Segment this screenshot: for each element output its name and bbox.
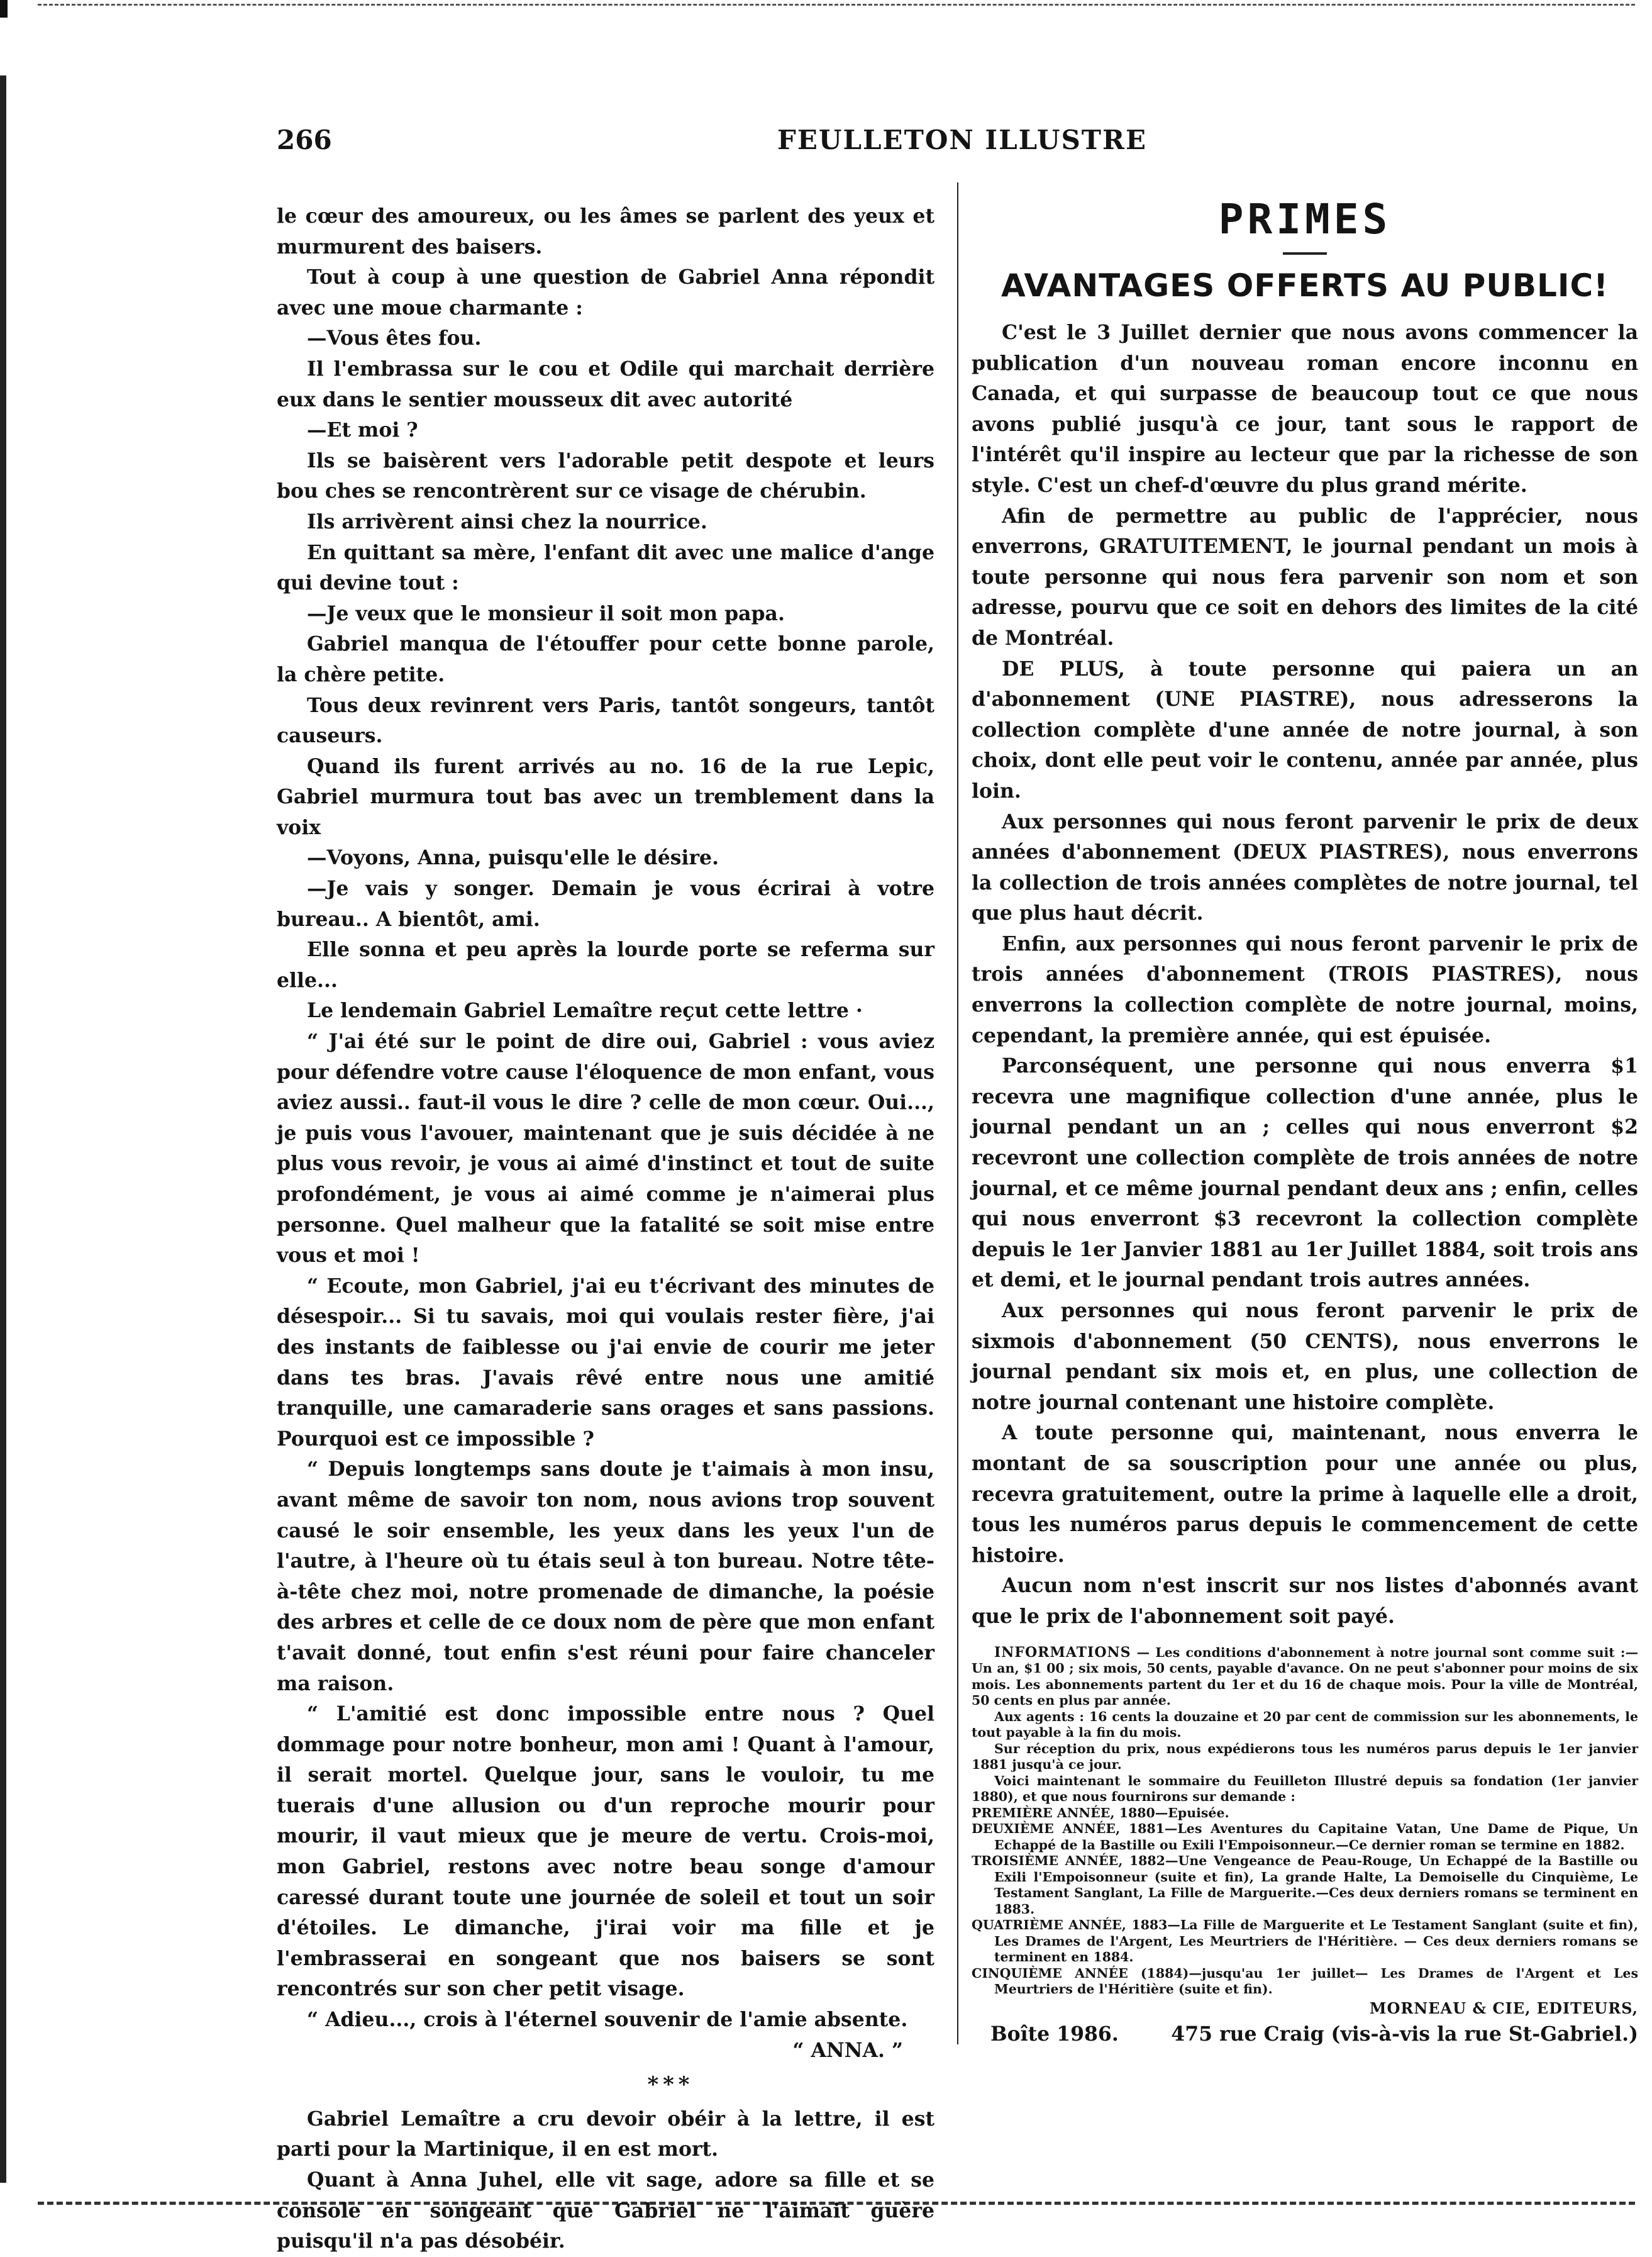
story-paragraph: Tout à coup à une question de Gabriel Anna répondit avec une moue charmante : bbox=[277, 265, 934, 320]
story-paragraph: Tous deux revinrent vers Paris, tantôt songeurs, tantôt causeurs. bbox=[277, 693, 934, 748]
title-rule bbox=[1283, 252, 1327, 255]
informations-text: Sur réception du prix, nous expédierons tous les numéros parus depuis le 1er janvier 1881 jusqu'à ce jour. bbox=[972, 1741, 1638, 1773]
story-paragraph: le cœur des amoureux, ou les âmes se parlent des yeux et murmurent des baisers. bbox=[277, 204, 934, 259]
publisher-address-row bbox=[972, 2022, 1638, 2046]
informations-text: Voici maintenant le sommaire du Feuilleton Illustré depuis sa fondation (1er janvier 1880), et que nous fournirons sur demande : bbox=[972, 1773, 1638, 1805]
letter-signature: “ ANNA. ” bbox=[792, 2038, 903, 2062]
right-column-primes bbox=[972, 189, 1638, 2046]
story-paragraph: —Je vais y songer. Demain je vous écrirai à votre bureau.. A bientôt, ami. bbox=[277, 877, 934, 931]
publisher-name: MORNEAU & CIE, EDITEURS, bbox=[1369, 1998, 1638, 2017]
story-paragraph: Le lendemain Gabriel Lemaître reçut cette lettre · bbox=[307, 999, 863, 1023]
story-paragraph: —Vous êtes fou. bbox=[307, 326, 482, 350]
story-paragraph: —Et moi ? bbox=[307, 418, 418, 442]
primes-body bbox=[972, 318, 1638, 1632]
story-paragraph: —Voyons, Anna, puisqu'elle le désire. bbox=[307, 846, 719, 870]
year-entry: CINQUIÈME ANNÉE (1884)—jusqu'au 1er juillet— Les Drames de l'Argent et Les Meurtriers de l'Héritière (suite et fin). bbox=[972, 1965, 1638, 1997]
primes-paragraph: DE PLUS, à toute personne qui paiera un an d'abonnement (UNE PIASTRE), nous adresserons la collection complète d'une année de notre journal, à son choix, dont elle peut voir le contenu, année par année, plus loin. bbox=[972, 657, 1638, 803]
story-paragraph: Elle sonna et peu après la lourde porte se referma sur elle... bbox=[277, 938, 934, 992]
primes-paragraph: Aux personnes qui nous feront parvenir le prix de deux années d'abonnement (DEUX PIASTRES), nous enverrons la collection de trois années complètes de notre journal, tel que plus haut décrit. bbox=[972, 810, 1638, 925]
scan-edge-mark bbox=[0, 0, 8, 18]
primes-paragraph: Aux personnes qui nous feront parvenir le prix de sixmois d'abonnement (50 CENTS), nous enverrons le journal pendant six mois et, en plus, une collection de notre journal contenant une histoire complète. bbox=[972, 1299, 1638, 1414]
primes-paragraph: C'est le 3 Juillet dernier que nous avons commencer la publication d'un nouveau roman encore inconnu en Canada, et qui surpasse de beaucoup tout ce que nous avons publié jusqu'à ce jour, tant sous le rapport de l'intérêt qu'il inspire au lecteur que par la richesse de son style. C'est un chef-d'œuvre du plus grand mérite. bbox=[972, 321, 1638, 497]
letter-paragraph: “ Adieu..., crois à l'éternel souvenir de l'amie absente. bbox=[307, 2008, 908, 2032]
po-box: Boîte 1986. bbox=[990, 2022, 1119, 2046]
primes-paragraph: A toute personne qui, maintenant, nous enverra le montant de sa souscription pour une année ou plus, recevra gratuitement, outre la prime à laquelle elle a droit, tous les numéros parus depuis le commencement de cette histoire. bbox=[972, 1421, 1638, 1567]
left-column-story bbox=[277, 201, 934, 2257]
story-paragraph: —Je veux que le monsieur il soit mon papa. bbox=[307, 601, 785, 625]
story-paragraph: Gabriel manqua de l'étouffer pour cette bonne parole, la chère petite. bbox=[277, 632, 934, 686]
page-number: 266 bbox=[277, 125, 332, 155]
scan-left-edge bbox=[0, 75, 6, 2183]
story-paragraph: Quand ils furent arrivés au no. 16 de la rue Lepic, Gabriel murmura tout bas avec un tremblement dans la voix bbox=[277, 754, 934, 839]
primes-subtitle: AVANTAGES OFFERTS AU PUBLIC! bbox=[1001, 267, 1609, 304]
letter-paragraph: “ J'ai été sur le point de dire oui, Gabriel : vous aviez pour défendre votre cause l'éloquence de mon enfant, vous aviez aussi.. faut-il vous le dire ? celle de mon cœur. Oui..., je puis vous l'avouer, maintenant que je suis décidée à ne plus vous revoir, je vous ai aimé d'instinct et tout de suite profondément, je vous ai aimé comme je n'aimerai plus personne. Quel malheur que la fatalité se soit mise entre vous et moi ! bbox=[277, 1030, 934, 1268]
story-paragraph: Il l'embrassa sur le cou et Odile qui marchait derrière eux dans le sentier mousseux dit avec autorité bbox=[277, 357, 934, 411]
story-paragraph: Gabriel Lemaître a cru devoir obéir à la lettre, il est parti pour la Martinique, il en est mort. bbox=[277, 2107, 934, 2161]
primes-paragraph: Enfin, aux personnes qui nous feront parvenir le prix de trois années d'abonnement (TROIS PIASTRES), nous enverrons la collection complète de notre journal, moins, cependant, la première année, qui est épuisée. bbox=[972, 932, 1638, 1047]
page-header bbox=[277, 125, 1648, 162]
year-entry: DEUXIÈME ANNÉE, 1881—Les Aventures du Capitaine Vatan, Une Dame de Pique, Un Echappé de la Bastille ou Exili l'Empoisonneur.—Ce dernier roman se termine en 1882. bbox=[972, 1821, 1638, 1853]
primes-paragraph: Afin de permettre au public de l'apprécier, nous enverrons, GRATUITEMENT, le journal pendant un mois à toute personne qui nous fera parvenir son nom et son adresse, pourvu que ce soit en dehors des limites de la cité de Montréal. bbox=[972, 504, 1638, 650]
story-paragraph: Ils arrivèrent ainsi chez la nourrice. bbox=[307, 510, 707, 533]
top-rule bbox=[38, 4, 1635, 6]
informations-title: INFORMATIONS bbox=[994, 1644, 1131, 1661]
primes-paragraph: Parconséquent, une personne qui nous enverra $1 recevra une magnifique collection d'une année, plus le journal pendant un an ; celles qui nous enverront $2 recevront une collection complète de trois années de notre journal, et ce même journal pendant deux ans ; enfin, celles qui nous enverront $3 recevront la collection complète depuis le 1er Janvier 1881 au 1er Juillet 1884, soit trois ans et demi, et le journal pendant trois autres années. bbox=[972, 1054, 1638, 1292]
story-paragraph: En quittant sa mère, l'enfant dit avec une malice d'ange qui devine tout : bbox=[277, 540, 934, 595]
letter-paragraph: “ Ecoute, mon Gabriel, j'ai eu t'écrivant des minutes de désespoir... Si tu savais, moi qui voulais rester fière, j'ai des instants de faiblesse ou j'ai envie de courir me jeter dans tes bras. J'avais rêvé entre nous une amitié tranquille, une camaraderie sans orages et sans passions. Pourquoi est ce impossible ? bbox=[277, 1274, 934, 1451]
year-entry: TROISIÈME ANNÉE, 1882—Une Vengeance de Peau-Rouge, Un Echappé de la Bastille ou Exili l'Empoisonneur (suite et fin), La grande Halte, La Demoiselle du Cinquième, Le Testament Sanglant, La Fille de Marguerite.—Ces deux derniers romans se terminent en 1883. bbox=[972, 1853, 1638, 1917]
informations-text: Aux agents : 16 cents la douzaine et 20 par cent de commission sur les abonnements, le tout payable à la fin du mois. bbox=[972, 1708, 1638, 1741]
primes-paragraph: Aucun nom n'est inscrit sur nos listes d'abonnés avant que le prix de l'abonnement soit payé. bbox=[972, 1574, 1638, 1628]
informations-text: — Les conditions d'abonnement à notre journal sont comme suit :—Un an, $1 00 ; six mois, 50 cents, payable d'avance. On ne peut s'abonner pour moins de six mois. Les abonnements partent du 1er et du 16 de chaque mois. Pour la ville de Montréal, 50 cents en plus par année. bbox=[972, 1644, 1638, 1708]
letter-paragraph: “ Depuis longtemps sans doute je t'aimais à mon insu, avant même de savoir ton nom, nous avions trop souvent causé le soir ensemble, les yeux dans les yeux l'un de l'autre, à l'heure où tu étais seul à ton bureau. Notre tête-à-tête chez moi, notre promenade de dimanche, la poésie des arbres et celle de ce doux nom de père que mon enfant t'avait donné, tout enfin s'est réuni pour faire chanceler ma raison. bbox=[277, 1457, 934, 1695]
story-paragraph: Ils se baisèrent vers l'adorable petit despote et leurs bou ches se rencontrèrent sur ce visage de chérubin. bbox=[277, 449, 934, 503]
story-paragraph: Quant à Anna Juhel, elle vit sage, adore sa fille et se console en songeant que Gabriel ne l'aimait guère puisqu'il n'a pas désobéir. bbox=[277, 2168, 934, 2253]
primes-title: PRIMES bbox=[1218, 195, 1392, 243]
informations-block bbox=[972, 1645, 1638, 2017]
section-asterism: * * * bbox=[647, 2072, 690, 2098]
year-entry: QUATRIÈME ANNÉE, 1883—La Fille de Marguerite et Le Testament Sanglant (suite et fin), Les Drames de l'Argent, Les Meurtriers de l'Héritière. — Ces deux derniers romans se terminent en 1884. bbox=[972, 1917, 1638, 1965]
column-divider bbox=[957, 182, 958, 2044]
street-address: 475 rue Craig (vis-à-vis la rue St-Gabriel.) bbox=[1171, 2022, 1638, 2046]
running-head: FEULLETON ILLUSTRE bbox=[777, 125, 1147, 155]
letter-paragraph: “ L'amitié est donc impossible entre nous ? Quel dommage pour notre bonheur, mon ami ! Quant à l'amour, il serait mortel. Quelque jour, sans le vouloir, tu me tuerais d'une allusion ou d'un reproche mourir pour mourir, il vaut mieux que je meure de vertu. Crois-moi, mon Gabriel, restons avec notre beau songe d'amour caressé durant toute une journée de soleil et tout un soir d'étoiles. Le dimanche, j'irai voir ma fille et je l'embrasserai en songeant que nos baisers se sont rencontrés sur son cher petit visage. bbox=[277, 1702, 934, 2001]
year-entry: PREMIÈRE ANNÉE, 1880—Epuisée. bbox=[972, 1805, 1229, 1820]
